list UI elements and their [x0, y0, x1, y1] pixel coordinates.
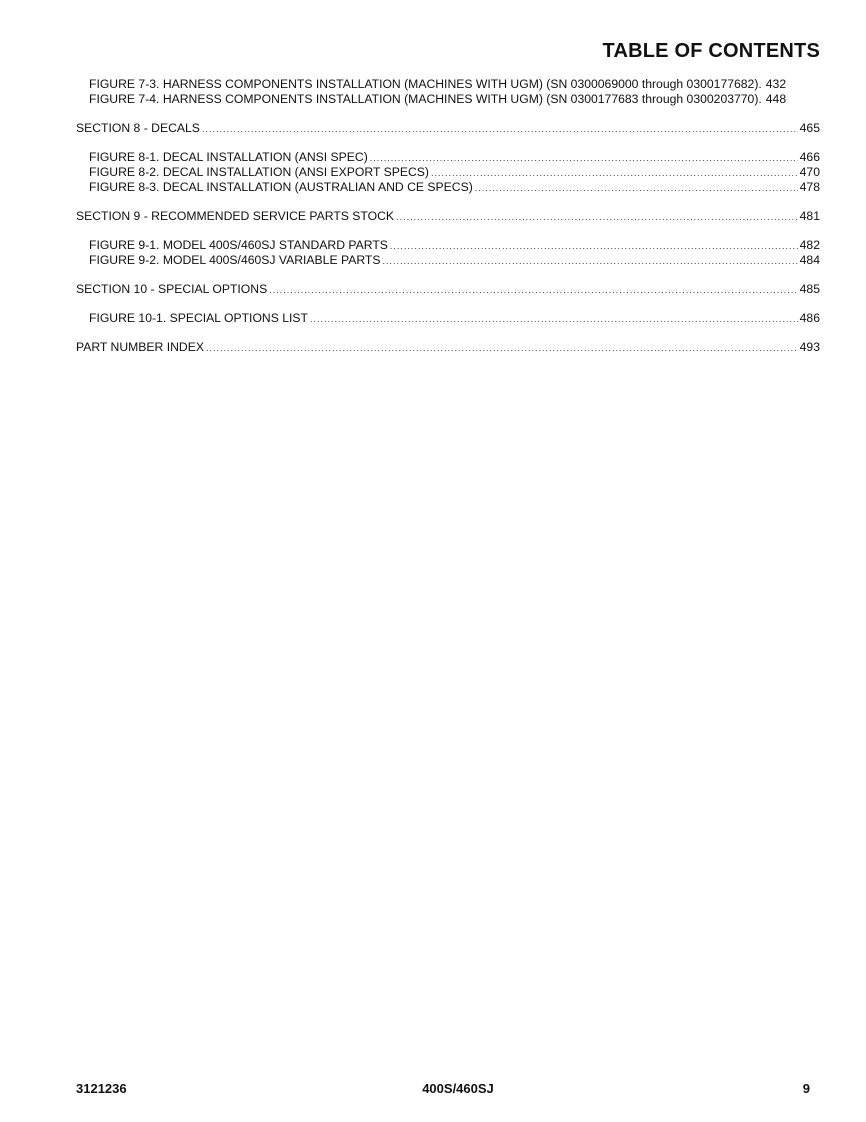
leader-dots	[269, 283, 797, 298]
toc-entry-page: 466	[799, 150, 820, 164]
toc-entry-figure-9-2[interactable]	[76, 253, 820, 268]
toc-entry-label: SECTION 9 - RECOMMENDED SERVICE PARTS STOCK	[76, 209, 395, 223]
toc-entry-page: 486	[799, 311, 820, 325]
toc-entry-page: 484	[799, 253, 820, 267]
toc-entry-figure-8-3[interactable]	[76, 180, 820, 195]
toc-entry-figure-9-1[interactable]	[76, 238, 820, 253]
toc-entry-figure-7-3[interactable]	[76, 77, 820, 92]
leader-dots	[310, 312, 798, 327]
toc-entry-page: 482	[799, 238, 820, 252]
toc-entry-section-8[interactable]	[76, 121, 820, 136]
leader-dots	[206, 341, 798, 356]
toc-entry-figure-8-2[interactable]	[76, 165, 820, 180]
toc-entry-page: 448	[765, 92, 787, 106]
footer-model: 400S/460SJ	[422, 1081, 494, 1096]
toc-entry-label: SECTION 10 - SPECIAL OPTIONS	[76, 282, 268, 296]
leader-dots	[396, 210, 798, 225]
toc-entry-label: FIGURE 9-1. MODEL 400S/460SJ STANDARD PARTS	[89, 238, 388, 252]
toc-entry-label: FIGURE 8-3. DECAL INSTALLATION (AUSTRALIAN AND CE SPECS)	[89, 180, 473, 194]
footer-page-number: 9	[802, 1081, 810, 1096]
toc-entry-page: 478	[799, 180, 820, 194]
leader-dots	[382, 254, 797, 269]
toc-entry-page: 470	[799, 165, 820, 179]
toc-entry-page: 432	[765, 77, 787, 91]
toc-list	[76, 77, 820, 355]
leader-dots	[202, 122, 798, 137]
toc-entry-figure-8-1[interactable]	[76, 150, 820, 165]
toc-entry-label: PART NUMBER INDEX	[76, 340, 204, 354]
toc-entry-label: FIGURE 8-2. DECAL INSTALLATION (ANSI EXPORT SPECS)	[89, 165, 429, 179]
toc-entry-label: SECTION 8 - DECALS	[76, 121, 200, 135]
toc-entry-label: FIGURE 7-3. HARNESS COMPONENTS INSTALLATION (MACHINES WITH UGM) (SN 0300069000 through 0300177682).	[89, 77, 762, 91]
page-title: TABLE OF CONTENTS	[602, 40, 820, 62]
toc-entry-page: 465	[799, 121, 820, 135]
toc-entry-page: 493	[799, 340, 820, 354]
footer-doc-number: 3121236	[76, 1081, 127, 1096]
toc-entry-label: FIGURE 9-2. MODEL 400S/460SJ VARIABLE PARTS	[89, 253, 381, 267]
leader-dots	[370, 151, 798, 166]
toc-entry-page: 481	[799, 209, 820, 223]
toc-entry-part-number-index[interactable]	[76, 340, 820, 355]
toc-entry-section-9[interactable]	[76, 209, 820, 224]
leader-dots	[475, 181, 798, 196]
toc-entry-figure-10-1[interactable]	[76, 311, 820, 326]
toc-entry-page: 485	[799, 282, 820, 296]
leader-dots	[390, 239, 798, 254]
leader-dots	[431, 166, 798, 181]
toc-entry-label: FIGURE 10-1. SPECIAL OPTIONS LIST	[89, 311, 308, 325]
toc-entry-figure-7-4[interactable]	[76, 92, 820, 107]
toc-entry-label: FIGURE 7-4. HARNESS COMPONENTS INSTALLATION (MACHINES WITH UGM) (SN 0300177683 through 0300203770).	[89, 92, 762, 106]
toc-entry-label: FIGURE 8-1. DECAL INSTALLATION (ANSI SPEC)	[89, 150, 368, 164]
toc-entry-section-10[interactable]	[76, 282, 820, 297]
